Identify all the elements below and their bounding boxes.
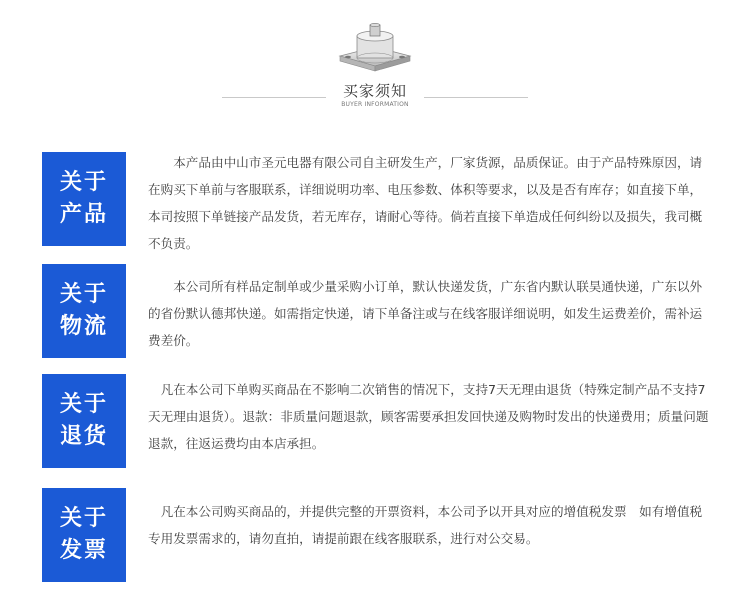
buyer-info-header — [0, 0, 750, 120]
section-text-product: 本产品由中山市圣元电器有限公司自主研发生产，厂家货源，品质保证。由于产品特殊原因，请在购买下单前与客服联系，详细说明功率、电压参数、体积等要求，以及是否有库存；如直接下单，本司按照下单链接产品发货，若无库存，请耐心等待。倘若直接下单造成任何纠纷以及损失，我司概不负责。 — [148, 155, 703, 251]
badge-line2: 发票 — [59, 538, 108, 563]
badge-line1: 关于 — [59, 170, 108, 195]
badge-line1: 关于 — [59, 392, 108, 417]
section-badge-returns — [42, 374, 126, 468]
badge-line2: 物流 — [59, 314, 108, 339]
badge-line2: 退货 — [59, 424, 108, 449]
vibration-damper-icon — [334, 22, 416, 74]
page-subtitle: BUYER INFORMATION — [341, 101, 409, 108]
section-text-invoice: 凡在本公司购买商品的，并提供完整的开票资料，本公司予以开具对应的增值税发票 如有增值税专用发票需求的，请勿直拍，请提前跟在线客服联系，进行对公交易。 — [148, 504, 703, 546]
badge-line1: 关于 — [59, 282, 108, 307]
title-divider-right — [424, 97, 528, 98]
page-title: 买家须知 — [342, 82, 407, 100]
section-text-logistics: 本公司所有样品定制单或少量采购小订单，默认快递发货，广东省内默认联昊通快递，广东以外的省份默认德邦快递。如需指定快递，请下单备注或与在线客服详细说明，如发生运费差价，需补运费差价。 — [148, 279, 703, 348]
section-badge-logistics — [42, 264, 126, 358]
badge-line2: 产品 — [59, 202, 108, 227]
title-divider-left — [222, 97, 326, 98]
badge-line1: 关于 — [59, 506, 108, 531]
section-badge-invoice — [42, 488, 126, 582]
section-text-returns: 凡在本公司下单购买商品在不影响二次销售的情况下，支持7天无理由退货（特殊定制产品不支持7天无理由退货）。退款：非质量问题退款，顾客需要承担发回快递及购物时发出的快递费用；质量问题退款，往返运费均由本店承担。 — [148, 382, 709, 451]
section-badge-product — [42, 152, 126, 246]
